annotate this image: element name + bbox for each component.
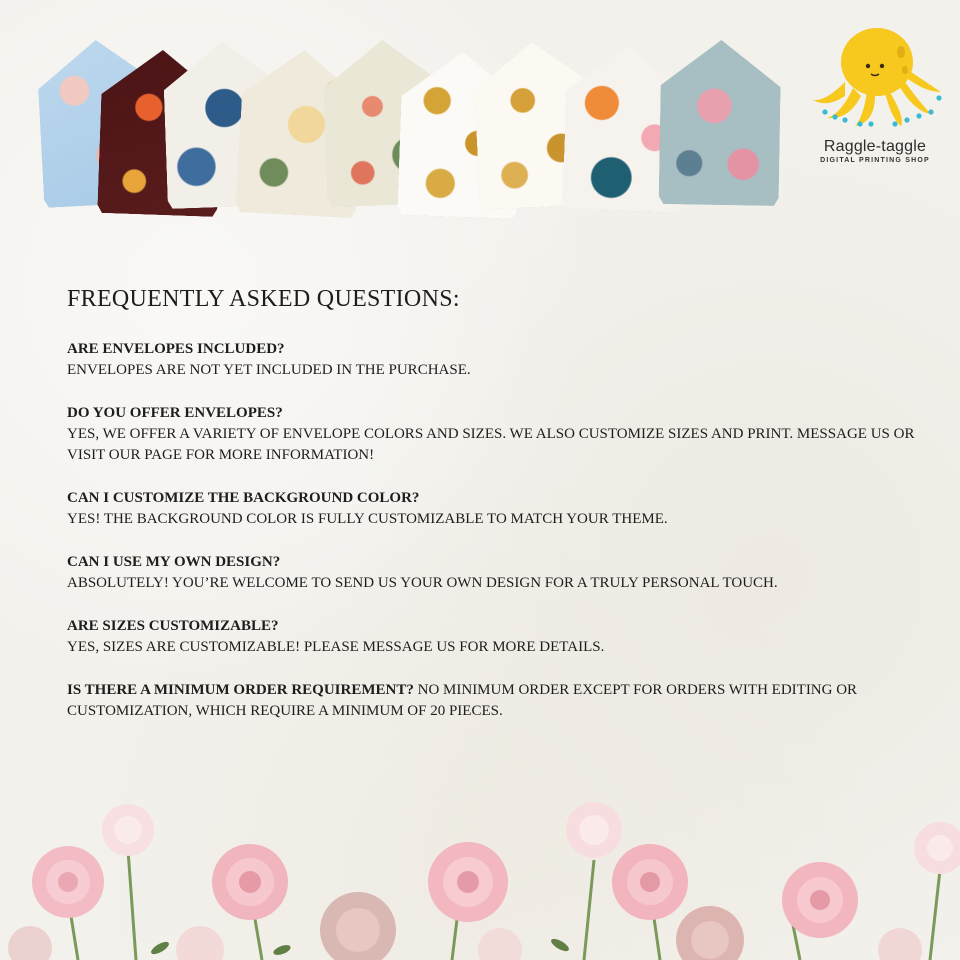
faq-answer: YES! THE BACKGROUND COLOR IS FULLY CUSTOMIZABLE TO MATCH YOUR THEME.: [67, 511, 668, 527]
brand-logo: [800, 22, 950, 172]
pink-rose-sage-tag: [659, 39, 782, 206]
faq-title: FREQUENTLY ASKED QUESTIONS:: [67, 286, 460, 312]
gift-tag-strip: [0, 0, 800, 230]
faq-answer: ENVELOPES ARE NOT YET INCLUDED IN THE PURCHASE.: [67, 362, 471, 378]
faq-question: ARE ENVELOPES INCLUDED?: [67, 341, 285, 357]
faq-item: [67, 552, 927, 594]
faq-answer: YES, WE OFFER A VARIETY OF ENVELOPE COLORS AND SIZES. WE ALSO CUSTOMIZE SIZES AND PRINT. MESSAGE US OR VISIT OUR PAGE FOR MORE INFORMATION!: [67, 426, 915, 463]
faq-answer: YES, SIZES ARE CUSTOMIZABLE! PLEASE MESSAGE US FOR MORE DETAILS.: [67, 639, 605, 655]
faq-item: [67, 488, 927, 530]
faq-answer: NO MINIMUM ORDER EXCEPT FOR ORDERS WITH EDITING OR CUSTOMIZATION, WHICH REQUIRE A MINIMUM OF 20 PIECES.: [67, 682, 858, 719]
faq-item: [67, 339, 927, 381]
faq-answer: ABSOLUTELY! YOU’RE WELCOME TO SEND US YOUR OWN DESIGN FOR A TRULY PERSONAL TOUCH.: [67, 575, 778, 591]
faq-question: CAN I CUSTOMIZE THE BACKGROUND COLOR?: [67, 490, 420, 506]
flower-border: [0, 800, 960, 960]
faq-question: DO YOU OFFER ENVELOPES?: [67, 405, 283, 421]
faq-section: [67, 286, 927, 744]
faq-item: [67, 616, 927, 658]
brand-tagline: DIGITAL PRINTING SHOP: [820, 157, 930, 164]
faq-question: CAN I USE MY OWN DESIGN?: [67, 554, 281, 570]
faq-question: ARE SIZES CUSTOMIZABLE?: [67, 618, 279, 634]
octopus-icon: [805, 22, 945, 132]
faq-question: IS THERE A MINIMUM ORDER REQUIREMENT?: [67, 682, 418, 698]
faq-item: [67, 680, 927, 722]
brand-name: Raggle-taggle: [823, 138, 927, 155]
faq-item: [67, 403, 927, 466]
